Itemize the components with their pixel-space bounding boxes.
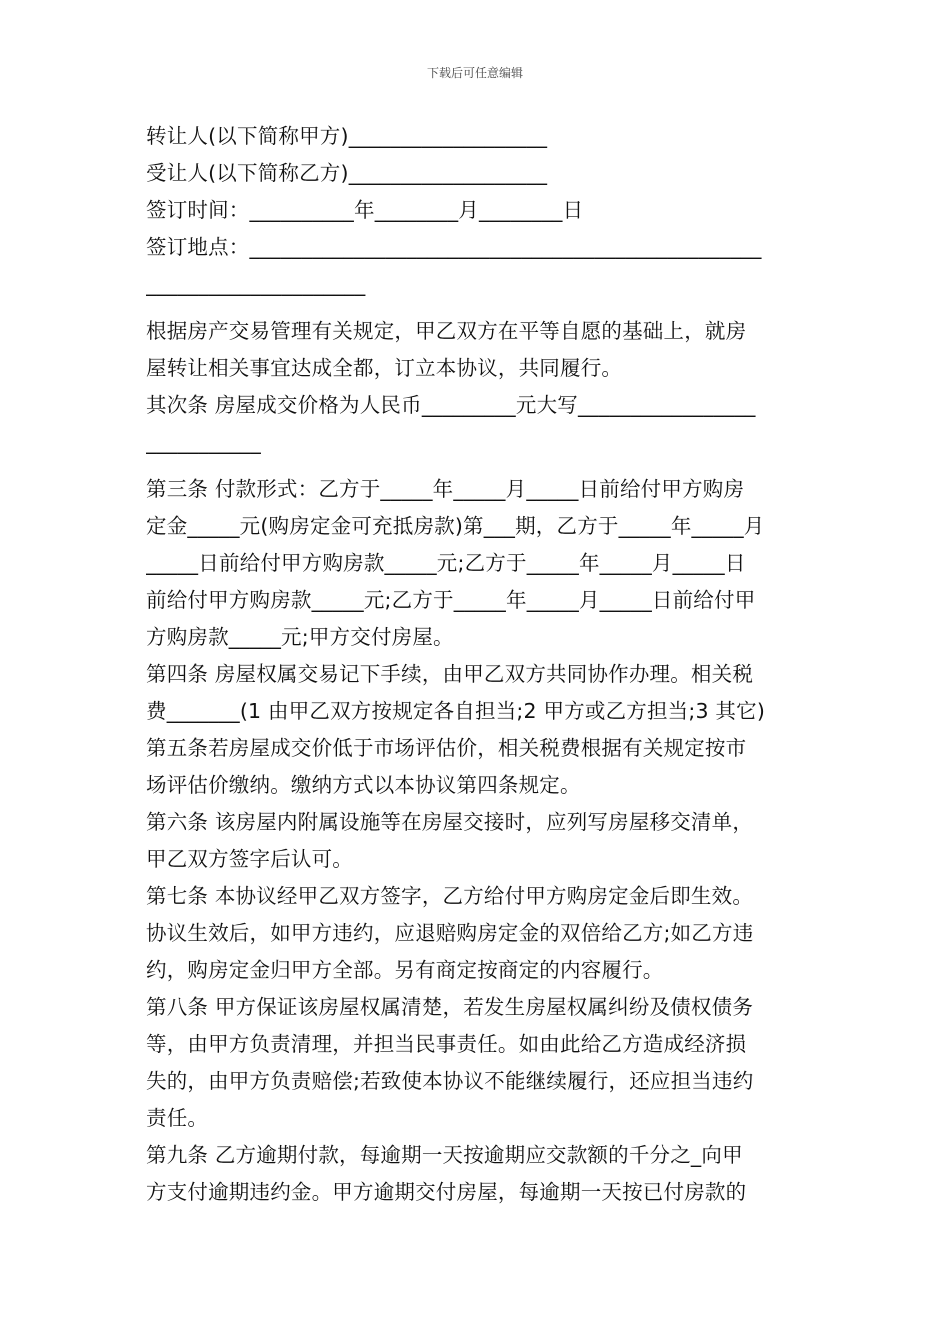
text-line: 失的，由甲方负责赔偿;若致使本协议不能继续履行，还应担当违约: [146, 1069, 754, 1093]
contract-body: [146, 118, 810, 1211]
text-line: 责任。: [146, 1106, 209, 1130]
text-line: 等，由甲方负责清理，并担当民事责任。如由此给乙方造成经济损: [146, 1032, 747, 1056]
page-header: 下载后可任意编辑: [426, 66, 523, 80]
text-line: 协议生效后，如甲方违约，应退赔购房定金的双倍给乙方;如乙方违: [146, 921, 754, 945]
text-line: 转让人(以下简称甲方)___________________: [146, 124, 548, 148]
text-line: 其次条 房屋成交价格为人民币_________元大写_________________: [146, 393, 756, 417]
text-line: 根据房产交易管理有关规定，甲乙双方在平等自愿的基础上，就房: [146, 319, 747, 343]
text-line: ___________: [146, 430, 261, 454]
text-line: _____________________: [146, 272, 366, 296]
paragraph-gap: [146, 303, 810, 313]
text-line: 场评估价缴纳。缴纳方式以本协议第四条规定。: [146, 773, 581, 797]
text-line: 第九条 乙方逾期付款，每逾期一天按逾期应交款额的千分之_向甲: [146, 1143, 743, 1167]
text-line: 前给付甲方购房款_____元;乙方于_____年_____月_____日前给付甲: [146, 588, 756, 612]
text-line: 签订地点：_________________________________________________: [146, 235, 762, 259]
text-line: 定金_____元(购房定金可充抵房款)第___期，乙方于_____年_____月: [146, 514, 765, 538]
text-line: 第五条若房屋成交价低于市场评估价，相关税费根据有关规定按市: [146, 736, 747, 760]
text-line: 签订时间：__________年________月________日: [146, 198, 584, 222]
text-line: 屋转让相关事宜达成全都，订立本协议，共同履行。: [146, 356, 623, 380]
text-line: _____日前给付甲方购房款_____元;乙方于_____年_____月_____日: [146, 551, 746, 575]
text-line: 第七条 本协议经甲乙双方签字，乙方给付甲方购房定金后即生效。: [146, 884, 754, 908]
text-line: 第六条 该房屋内附属设施等在房屋交接时，应列写房屋移交清单，: [146, 810, 754, 834]
text-line: 约，购房定金归甲方全部。另有商定按商定的内容履行。: [146, 958, 664, 982]
text-line: 受让人(以下简称乙方)___________________: [146, 161, 548, 185]
text-line: 方购房款_____元;甲方交付房屋。: [146, 625, 454, 649]
text-line: 方支付逾期违约金。甲方逾期交付房屋，每逾期一天按已付房款的: [146, 1180, 747, 1204]
text-line: 第三条 付款形式：乙方于_____年_____月_____日前给付甲方购房: [146, 477, 745, 501]
text-line: 第四条 房屋权属交易记下手续，由甲乙双方共同协作办理。相关税: [146, 662, 754, 686]
text-line: 第八条 甲方保证该房屋权属清楚，若发生房屋权属纠纷及债权债务: [146, 995, 754, 1019]
text-line: 费_______(1 由甲乙双方按规定各自担当;2 甲方或乙方担当;3 其它): [146, 699, 766, 723]
paragraph-gap: [146, 461, 810, 471]
text-line: 甲乙双方签字后认可。: [146, 847, 353, 871]
